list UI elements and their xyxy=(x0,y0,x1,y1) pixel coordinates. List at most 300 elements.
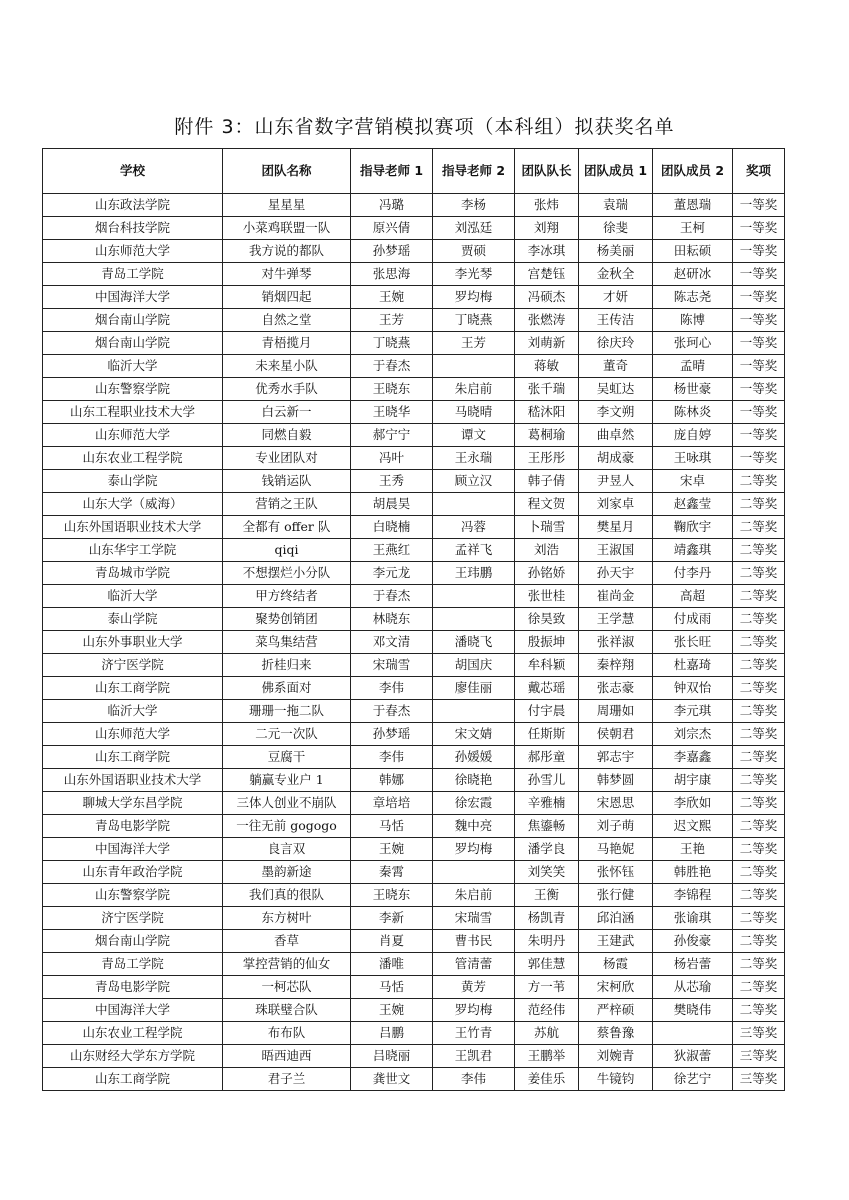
member-2-cell: 胡宇康 xyxy=(653,769,733,792)
header-award: 奖项 xyxy=(733,149,785,194)
team-name-cell: 君子兰 xyxy=(223,1068,351,1091)
table-row xyxy=(43,654,785,677)
school-cell: 山东师范大学 xyxy=(43,723,223,746)
captain-cell: 牟科颖 xyxy=(515,654,579,677)
member-2-cell: 赵研冰 xyxy=(653,263,733,286)
advisor-2-cell: 刘泓廷 xyxy=(433,217,515,240)
captain-cell: 苏航 xyxy=(515,1022,579,1045)
team-name-cell: 对牛弹琴 xyxy=(223,263,351,286)
team-name-cell: 甲方终结者 xyxy=(223,585,351,608)
member-1-cell: 孙天宇 xyxy=(579,562,653,585)
award-cell: 二等奖 xyxy=(733,976,785,999)
captain-cell: 刘翔 xyxy=(515,217,579,240)
team-name-cell: 豆腐干 xyxy=(223,746,351,769)
award-cell: 二等奖 xyxy=(733,723,785,746)
table-row xyxy=(43,1022,785,1045)
school-cell: 山东工商学院 xyxy=(43,677,223,700)
advisor-1-cell: 王燕红 xyxy=(351,539,433,562)
school-cell: 山东财经大学东方学院 xyxy=(43,1045,223,1068)
advisor-2-cell: 魏中亮 xyxy=(433,815,515,838)
team-name-cell: 不想摆烂小分队 xyxy=(223,562,351,585)
advisor-2-cell xyxy=(433,585,515,608)
advisor-2-cell: 潘晓飞 xyxy=(433,631,515,654)
member-1-cell: 韩梦圆 xyxy=(579,769,653,792)
team-name-cell: 全都有 offer 队 xyxy=(223,516,351,539)
team-name-cell: 墨韵新途 xyxy=(223,861,351,884)
captain-cell: 王彤彤 xyxy=(515,447,579,470)
award-cell: 二等奖 xyxy=(733,493,785,516)
school-cell: 山东外国语职业技术大学 xyxy=(43,769,223,792)
award-cell: 二等奖 xyxy=(733,470,785,493)
captain-cell: 宫楚钰 xyxy=(515,263,579,286)
award-cell: 一等奖 xyxy=(733,424,785,447)
advisor-1-cell: 王晓东 xyxy=(351,378,433,401)
captain-cell: 王鹏举 xyxy=(515,1045,579,1068)
award-cell: 一等奖 xyxy=(733,378,785,401)
table-row xyxy=(43,907,785,930)
member-1-cell: 张怀钰 xyxy=(579,861,653,884)
captain-cell: 郝彤童 xyxy=(515,746,579,769)
advisor-1-cell: 李伟 xyxy=(351,746,433,769)
school-cell: 山东工商学院 xyxy=(43,1068,223,1091)
member-2-cell: 宋卓 xyxy=(653,470,733,493)
team-name-cell: 星星星 xyxy=(223,194,351,217)
school-cell: 山东华宇工学院 xyxy=(43,539,223,562)
advisor-1-cell: 孙梦瑶 xyxy=(351,723,433,746)
table-row xyxy=(43,815,785,838)
captain-cell: 潘学良 xyxy=(515,838,579,861)
table-row xyxy=(43,976,785,999)
table-row xyxy=(43,217,785,240)
captain-cell: 卜瑞雪 xyxy=(515,516,579,539)
header-school: 学校 xyxy=(43,149,223,194)
advisor-1-cell: 于春杰 xyxy=(351,585,433,608)
advisor-1-cell: 吕晓丽 xyxy=(351,1045,433,1068)
team-name-cell: 同燃自毅 xyxy=(223,424,351,447)
advisor-2-cell: 曹书民 xyxy=(433,930,515,953)
member-2-cell: 鞠欣宇 xyxy=(653,516,733,539)
advisor-2-cell xyxy=(433,861,515,884)
award-cell: 一等奖 xyxy=(733,263,785,286)
award-cell: 三等奖 xyxy=(733,1022,785,1045)
school-cell: 中国海洋大学 xyxy=(43,999,223,1022)
member-2-cell: 杨岩蕾 xyxy=(653,953,733,976)
member-2-cell: 杨世豪 xyxy=(653,378,733,401)
table-row xyxy=(43,286,785,309)
table-row xyxy=(43,470,785,493)
school-cell: 青岛电影学院 xyxy=(43,976,223,999)
member-1-cell: 徐庆玲 xyxy=(579,332,653,355)
header-advisor-2: 指导老师 2 xyxy=(433,149,515,194)
advisor-2-cell: 胡国庆 xyxy=(433,654,515,677)
advisor-2-cell: 宋瑞雪 xyxy=(433,907,515,930)
award-table xyxy=(42,148,785,1091)
advisor-2-cell: 丁晓燕 xyxy=(433,309,515,332)
advisor-1-cell: 张思海 xyxy=(351,263,433,286)
member-2-cell: 庞自婷 xyxy=(653,424,733,447)
captain-cell: 葛桐瑜 xyxy=(515,424,579,447)
member-1-cell: 刘家卓 xyxy=(579,493,653,516)
advisor-1-cell: 郝宁宁 xyxy=(351,424,433,447)
advisor-1-cell: 肖夏 xyxy=(351,930,433,953)
member-2-cell: 狄淑蕾 xyxy=(653,1045,733,1068)
award-cell: 二等奖 xyxy=(733,815,785,838)
captain-cell: 孙雪儿 xyxy=(515,769,579,792)
captain-cell: 蒋敏 xyxy=(515,355,579,378)
school-cell: 山东大学（威海） xyxy=(43,493,223,516)
advisor-1-cell: 潘唯 xyxy=(351,953,433,976)
member-1-cell: 王淑国 xyxy=(579,539,653,562)
school-cell: 中国海洋大学 xyxy=(43,286,223,309)
award-cell: 一等奖 xyxy=(733,355,785,378)
table-row xyxy=(43,792,785,815)
advisor-1-cell: 于春杰 xyxy=(351,700,433,723)
advisor-1-cell: 丁晓燕 xyxy=(351,332,433,355)
team-name-cell: 菜鸟集结营 xyxy=(223,631,351,654)
member-2-cell: 田耘硕 xyxy=(653,240,733,263)
member-2-cell: 李嘉鑫 xyxy=(653,746,733,769)
school-cell: 山东警察学院 xyxy=(43,378,223,401)
member-1-cell: 杨霞 xyxy=(579,953,653,976)
advisor-2-cell: 李伟 xyxy=(433,1068,515,1091)
award-cell: 二等奖 xyxy=(733,539,785,562)
team-name-cell: 聚势创销团 xyxy=(223,608,351,631)
captain-cell: 王衡 xyxy=(515,884,579,907)
team-name-cell: 折桂归来 xyxy=(223,654,351,677)
team-name-cell: 白云新一 xyxy=(223,401,351,424)
table-row xyxy=(43,723,785,746)
table-row xyxy=(43,378,785,401)
member-2-cell: 张谕琪 xyxy=(653,907,733,930)
table-row xyxy=(43,631,785,654)
table-row xyxy=(43,240,785,263)
team-name-cell: 销烟四起 xyxy=(223,286,351,309)
member-2-cell: 高超 xyxy=(653,585,733,608)
award-cell: 二等奖 xyxy=(733,585,785,608)
member-2-cell: 王艳 xyxy=(653,838,733,861)
member-1-cell: 宋恩思 xyxy=(579,792,653,815)
captain-cell: 韩子倩 xyxy=(515,470,579,493)
member-1-cell: 王学慧 xyxy=(579,608,653,631)
captain-cell: 张燃涛 xyxy=(515,309,579,332)
member-2-cell: 张长旺 xyxy=(653,631,733,654)
table-row xyxy=(43,263,785,286)
team-name-cell: 掌控营销的仙女 xyxy=(223,953,351,976)
table-row xyxy=(43,861,785,884)
document-title: 附件 3：山东省数字营销模拟赛项（本科组）拟获奖名单 xyxy=(174,116,675,138)
award-cell: 二等奖 xyxy=(733,562,785,585)
member-1-cell: 尹昱人 xyxy=(579,470,653,493)
award-cell: 二等奖 xyxy=(733,838,785,861)
header-member-1: 团队成员 1 xyxy=(579,149,653,194)
advisor-1-cell: 于春杰 xyxy=(351,355,433,378)
member-1-cell: 秦梓翔 xyxy=(579,654,653,677)
table-row xyxy=(43,608,785,631)
advisor-2-cell xyxy=(433,608,515,631)
header-member-2: 团队成员 2 xyxy=(653,149,733,194)
school-cell: 烟台科技学院 xyxy=(43,217,223,240)
table-row xyxy=(43,930,785,953)
advisor-1-cell: 马恬 xyxy=(351,976,433,999)
school-cell: 泰山学院 xyxy=(43,608,223,631)
table-row xyxy=(43,516,785,539)
advisor-1-cell: 韩娜 xyxy=(351,769,433,792)
award-cell: 一等奖 xyxy=(733,309,785,332)
school-cell: 山东外事职业大学 xyxy=(43,631,223,654)
award-cell: 二等奖 xyxy=(733,516,785,539)
member-2-cell: 杜嘉琦 xyxy=(653,654,733,677)
member-2-cell: 王柯 xyxy=(653,217,733,240)
member-1-cell: 张祥淑 xyxy=(579,631,653,654)
team-name-cell: 晤西迪西 xyxy=(223,1045,351,1068)
member-2-cell: 李欣如 xyxy=(653,792,733,815)
member-1-cell: 宋柯欣 xyxy=(579,976,653,999)
table-row xyxy=(43,447,785,470)
member-2-cell: 付李丹 xyxy=(653,562,733,585)
table-row xyxy=(43,677,785,700)
advisor-2-cell: 管清蕾 xyxy=(433,953,515,976)
award-cell: 二等奖 xyxy=(733,654,785,677)
advisor-1-cell: 王婉 xyxy=(351,999,433,1022)
captain-cell: 任斯斯 xyxy=(515,723,579,746)
advisor-2-cell xyxy=(433,493,515,516)
advisor-1-cell: 宋瑞雪 xyxy=(351,654,433,677)
table-row xyxy=(43,700,785,723)
award-cell: 一等奖 xyxy=(733,286,785,309)
advisor-2-cell xyxy=(433,355,515,378)
school-cell: 济宁医学院 xyxy=(43,907,223,930)
member-2-cell: 刘宗杰 xyxy=(653,723,733,746)
captain-cell: 徐昊致 xyxy=(515,608,579,631)
school-cell: 山东外国语职业技术大学 xyxy=(43,516,223,539)
member-1-cell: 郭志宇 xyxy=(579,746,653,769)
member-1-cell: 严梓硕 xyxy=(579,999,653,1022)
member-1-cell: 胡成豪 xyxy=(579,447,653,470)
captain-cell: 辛雅楠 xyxy=(515,792,579,815)
school-cell: 临沂大学 xyxy=(43,585,223,608)
advisor-1-cell: 李元龙 xyxy=(351,562,433,585)
advisor-1-cell: 王秀 xyxy=(351,470,433,493)
award-cell: 二等奖 xyxy=(733,700,785,723)
table-row xyxy=(43,355,785,378)
team-name-cell: 布布队 xyxy=(223,1022,351,1045)
advisor-2-cell: 廖佳丽 xyxy=(433,677,515,700)
member-2-cell: 陈博 xyxy=(653,309,733,332)
advisor-2-cell xyxy=(433,700,515,723)
captain-cell: 刘浩 xyxy=(515,539,579,562)
award-cell: 一等奖 xyxy=(733,217,785,240)
team-name-cell: 小菜鸡联盟一队 xyxy=(223,217,351,240)
team-name-cell: 青梧揽月 xyxy=(223,332,351,355)
advisor-1-cell: 李新 xyxy=(351,907,433,930)
table-row xyxy=(43,585,785,608)
advisor-2-cell: 马晓晴 xyxy=(433,401,515,424)
table-row xyxy=(43,746,785,769)
school-cell: 青岛城市学院 xyxy=(43,562,223,585)
captain-cell: 张千瑞 xyxy=(515,378,579,401)
header-row xyxy=(43,149,785,194)
team-name-cell: 自然之堂 xyxy=(223,309,351,332)
member-2-cell: 张珂心 xyxy=(653,332,733,355)
member-1-cell: 王建武 xyxy=(579,930,653,953)
captain-cell: 刘萌新 xyxy=(515,332,579,355)
school-cell: 烟台南山学院 xyxy=(43,332,223,355)
advisor-2-cell: 谭文 xyxy=(433,424,515,447)
school-cell: 临沂大学 xyxy=(43,355,223,378)
award-cell: 一等奖 xyxy=(733,401,785,424)
team-name-cell: 一往无前 gogogo xyxy=(223,815,351,838)
school-cell: 中国海洋大学 xyxy=(43,838,223,861)
table-body xyxy=(43,194,785,1091)
member-2-cell: 王咏琪 xyxy=(653,447,733,470)
school-cell: 青岛工学院 xyxy=(43,953,223,976)
member-1-cell: 王传洁 xyxy=(579,309,653,332)
member-2-cell: 钟双怡 xyxy=(653,677,733,700)
member-2-cell: 韩胜艳 xyxy=(653,861,733,884)
member-2-cell: 孟晴 xyxy=(653,355,733,378)
school-cell: 山东警察学院 xyxy=(43,884,223,907)
advisor-2-cell: 冯蓉 xyxy=(433,516,515,539)
team-name-cell: 躺赢专业户 1 xyxy=(223,769,351,792)
school-cell: 烟台南山学院 xyxy=(43,309,223,332)
advisor-2-cell: 徐宏霞 xyxy=(433,792,515,815)
team-name-cell: 钱销运队 xyxy=(223,470,351,493)
advisor-1-cell: 邓文清 xyxy=(351,631,433,654)
member-1-cell: 张行健 xyxy=(579,884,653,907)
school-cell: 山东农业工程学院 xyxy=(43,447,223,470)
member-1-cell: 周珊如 xyxy=(579,700,653,723)
header-team-captain: 团队队长 xyxy=(515,149,579,194)
school-cell: 山东师范大学 xyxy=(43,240,223,263)
award-cell: 一等奖 xyxy=(733,194,785,217)
advisor-1-cell: 王晓华 xyxy=(351,401,433,424)
school-cell: 济宁医学院 xyxy=(43,654,223,677)
captain-cell: 范经伟 xyxy=(515,999,579,1022)
member-1-cell: 吴虹达 xyxy=(579,378,653,401)
advisor-1-cell: 冯叶 xyxy=(351,447,433,470)
advisor-1-cell: 王婉 xyxy=(351,286,433,309)
school-cell: 泰山学院 xyxy=(43,470,223,493)
advisor-2-cell: 李光琴 xyxy=(433,263,515,286)
team-name-cell: 二元一次队 xyxy=(223,723,351,746)
table-row xyxy=(43,539,785,562)
table-row xyxy=(43,332,785,355)
team-name-cell: 优秀水手队 xyxy=(223,378,351,401)
table-row xyxy=(43,884,785,907)
award-cell: 二等奖 xyxy=(733,608,785,631)
member-2-cell: 孙俊豪 xyxy=(653,930,733,953)
advisor-1-cell: 冯璐 xyxy=(351,194,433,217)
team-name-cell: 营销之王队 xyxy=(223,493,351,516)
advisor-2-cell: 徐晓艳 xyxy=(433,769,515,792)
advisor-2-cell: 罗均梅 xyxy=(433,999,515,1022)
award-cell: 二等奖 xyxy=(733,792,785,815)
table-row xyxy=(43,838,785,861)
team-name-cell: 良言双 xyxy=(223,838,351,861)
member-1-cell: 张志豪 xyxy=(579,677,653,700)
member-2-cell: 李锦程 xyxy=(653,884,733,907)
table-row xyxy=(43,562,785,585)
member-2-cell: 迟文熙 xyxy=(653,815,733,838)
captain-cell: 孙铭娇 xyxy=(515,562,579,585)
school-cell: 山东师范大学 xyxy=(43,424,223,447)
member-2-cell xyxy=(653,1022,733,1045)
school-cell: 烟台南山学院 xyxy=(43,930,223,953)
award-cell: 三等奖 xyxy=(733,1045,785,1068)
advisor-2-cell: 罗均梅 xyxy=(433,838,515,861)
award-cell: 三等奖 xyxy=(733,1068,785,1091)
member-1-cell: 邱泊涵 xyxy=(579,907,653,930)
captain-cell: 方一苇 xyxy=(515,976,579,999)
school-cell: 山东工程职业技术大学 xyxy=(43,401,223,424)
team-name-cell: 佛系面对 xyxy=(223,677,351,700)
member-1-cell: 牛镜钧 xyxy=(579,1068,653,1091)
award-cell: 二等奖 xyxy=(733,677,785,700)
captain-cell: 李冰琪 xyxy=(515,240,579,263)
member-1-cell: 樊星月 xyxy=(579,516,653,539)
member-1-cell: 徐斐 xyxy=(579,217,653,240)
advisor-2-cell: 宋文婧 xyxy=(433,723,515,746)
table-row xyxy=(43,309,785,332)
advisor-2-cell: 朱启前 xyxy=(433,884,515,907)
member-1-cell: 崔尚金 xyxy=(579,585,653,608)
school-cell: 山东农业工程学院 xyxy=(43,1022,223,1045)
team-name-cell: 东方树叶 xyxy=(223,907,351,930)
table-row xyxy=(43,493,785,516)
award-cell: 二等奖 xyxy=(733,884,785,907)
school-cell: 山东青年政治学院 xyxy=(43,861,223,884)
award-cell: 一等奖 xyxy=(733,332,785,355)
captain-cell: 姜佳乐 xyxy=(515,1068,579,1091)
member-2-cell: 樊晓伟 xyxy=(653,999,733,1022)
captain-cell: 程文贺 xyxy=(515,493,579,516)
captain-cell: 刘笑笑 xyxy=(515,861,579,884)
member-2-cell: 赵鑫莹 xyxy=(653,493,733,516)
award-cell: 二等奖 xyxy=(733,631,785,654)
advisor-1-cell: 吕鹏 xyxy=(351,1022,433,1045)
advisor-1-cell: 秦霄 xyxy=(351,861,433,884)
table-row xyxy=(43,1068,785,1091)
award-cell: 二等奖 xyxy=(733,746,785,769)
member-1-cell: 李文朔 xyxy=(579,401,653,424)
table-row xyxy=(43,953,785,976)
member-2-cell: 李元琪 xyxy=(653,700,733,723)
team-name-cell: 一柯芯队 xyxy=(223,976,351,999)
school-cell: 青岛工学院 xyxy=(43,263,223,286)
header-team-name: 团队名称 xyxy=(223,149,351,194)
member-1-cell: 袁瑞 xyxy=(579,194,653,217)
team-name-cell: 三体人创业不崩队 xyxy=(223,792,351,815)
advisor-1-cell: 王晓东 xyxy=(351,884,433,907)
team-name-cell: 香草 xyxy=(223,930,351,953)
member-1-cell: 刘子萌 xyxy=(579,815,653,838)
captain-cell: 杨凯青 xyxy=(515,907,579,930)
member-1-cell: 马艳妮 xyxy=(579,838,653,861)
captain-cell: 朱明丹 xyxy=(515,930,579,953)
table-row xyxy=(43,424,785,447)
advisor-1-cell: 马恬 xyxy=(351,815,433,838)
captain-cell: 殷振坤 xyxy=(515,631,579,654)
team-name-cell: 珊珊一拖二队 xyxy=(223,700,351,723)
advisor-1-cell: 胡晨昊 xyxy=(351,493,433,516)
captain-cell: 郭佳慧 xyxy=(515,953,579,976)
advisor-1-cell: 章培培 xyxy=(351,792,433,815)
award-cell: 二等奖 xyxy=(733,907,785,930)
award-cell: 二等奖 xyxy=(733,999,785,1022)
member-2-cell: 从芯瑜 xyxy=(653,976,733,999)
captain-cell: 冯硕杰 xyxy=(515,286,579,309)
captain-cell: 张炜 xyxy=(515,194,579,217)
